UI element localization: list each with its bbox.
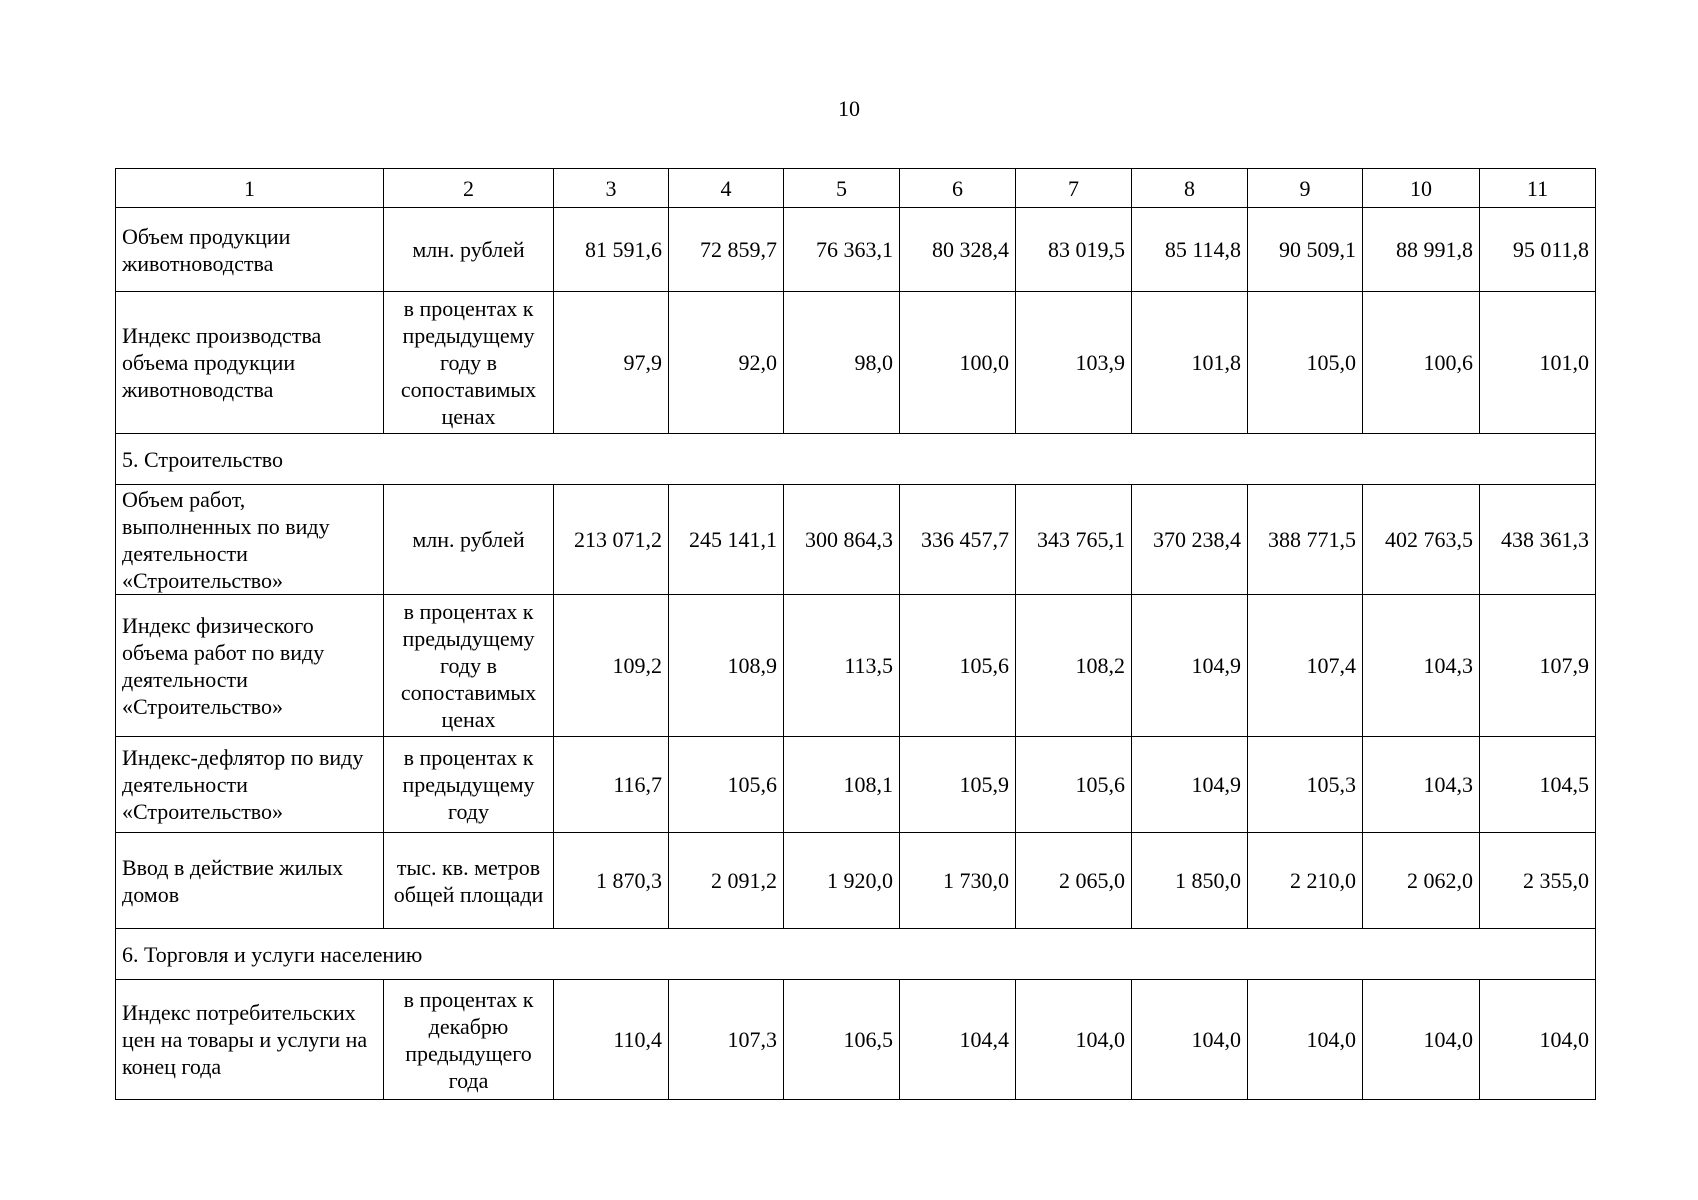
value-cell: 104,0 bbox=[1480, 980, 1596, 1100]
value-cell: 101,0 bbox=[1480, 292, 1596, 434]
value-cell: 245 141,1 bbox=[669, 485, 784, 595]
value-cell: 104,0 bbox=[1363, 980, 1480, 1100]
value-cell: 343 765,1 bbox=[1016, 485, 1132, 595]
value-cell: 103,9 bbox=[1016, 292, 1132, 434]
value-cell: 105,6 bbox=[900, 595, 1016, 737]
value-cell: 85 114,8 bbox=[1132, 208, 1248, 292]
value-cell: 106,5 bbox=[784, 980, 900, 1100]
value-cell: 105,6 bbox=[1016, 737, 1132, 833]
value-cell: 107,9 bbox=[1480, 595, 1596, 737]
value-cell: 101,8 bbox=[1132, 292, 1248, 434]
value-cell: 81 591,6 bbox=[554, 208, 669, 292]
table-row bbox=[116, 833, 1596, 929]
indicator-name: Индекс потребительских цен на товары и услуги на конец года bbox=[116, 980, 384, 1100]
value-cell: 80 328,4 bbox=[900, 208, 1016, 292]
column-number: 11 bbox=[1480, 169, 1596, 208]
column-number: 3 bbox=[554, 169, 669, 208]
value-cell: 108,9 bbox=[669, 595, 784, 737]
value-cell: 76 363,1 bbox=[784, 208, 900, 292]
value-cell: 90 509,1 bbox=[1248, 208, 1363, 292]
unit-of-measure: в процентах к предыдущему году в сопоставимых ценах bbox=[384, 595, 554, 737]
value-cell: 107,3 bbox=[669, 980, 784, 1100]
value-cell: 110,4 bbox=[554, 980, 669, 1100]
value-cell: 1 920,0 bbox=[784, 833, 900, 929]
unit-of-measure: в процентах к предыдущему году bbox=[384, 737, 554, 833]
value-cell: 2 091,2 bbox=[669, 833, 784, 929]
indicator-name: Индекс физического объема работ по виду деятельности «Строительство» bbox=[116, 595, 384, 737]
value-cell: 2 355,0 bbox=[1480, 833, 1596, 929]
value-cell: 104,0 bbox=[1132, 980, 1248, 1100]
unit-of-measure: тыс. кв. метров общей площади bbox=[384, 833, 554, 929]
column-number: 2 bbox=[384, 169, 554, 208]
column-number: 5 bbox=[784, 169, 900, 208]
column-number: 7 bbox=[1016, 169, 1132, 208]
value-cell: 438 361,3 bbox=[1480, 485, 1596, 595]
indicator-name: Ввод в действие жилых домов bbox=[116, 833, 384, 929]
table-row bbox=[116, 737, 1596, 833]
value-cell: 104,5 bbox=[1480, 737, 1596, 833]
value-cell: 104,0 bbox=[1016, 980, 1132, 1100]
unit-of-measure: млн. рублей bbox=[384, 485, 554, 595]
value-cell: 97,9 bbox=[554, 292, 669, 434]
table-row bbox=[116, 485, 1596, 595]
column-number: 9 bbox=[1248, 169, 1363, 208]
value-cell: 104,0 bbox=[1248, 980, 1363, 1100]
value-cell: 104,9 bbox=[1132, 595, 1248, 737]
value-cell: 1 850,0 bbox=[1132, 833, 1248, 929]
value-cell: 300 864,3 bbox=[784, 485, 900, 595]
value-cell: 113,5 bbox=[784, 595, 900, 737]
value-cell: 88 991,8 bbox=[1363, 208, 1480, 292]
value-cell: 2 065,0 bbox=[1016, 833, 1132, 929]
value-cell: 100,6 bbox=[1363, 292, 1480, 434]
section-row bbox=[116, 929, 1596, 980]
column-number-row bbox=[116, 169, 1596, 208]
value-cell: 98,0 bbox=[784, 292, 900, 434]
value-cell: 105,0 bbox=[1248, 292, 1363, 434]
unit-of-measure: в процентах к декабрю предыдущего года bbox=[384, 980, 554, 1100]
section-title: 5. Строительство bbox=[116, 434, 1596, 485]
table-row bbox=[116, 980, 1596, 1100]
column-number: 10 bbox=[1363, 169, 1480, 208]
value-cell: 95 011,8 bbox=[1480, 208, 1596, 292]
value-cell: 2 210,0 bbox=[1248, 833, 1363, 929]
indicator-name: Индекс-дефлятор по виду деятельности «Строительство» bbox=[116, 737, 384, 833]
value-cell: 402 763,5 bbox=[1363, 485, 1480, 595]
value-cell: 104,4 bbox=[900, 980, 1016, 1100]
value-cell: 105,6 bbox=[669, 737, 784, 833]
value-cell: 83 019,5 bbox=[1016, 208, 1132, 292]
value-cell: 336 457,7 bbox=[900, 485, 1016, 595]
column-number: 8 bbox=[1132, 169, 1248, 208]
value-cell: 107,4 bbox=[1248, 595, 1363, 737]
value-cell: 104,9 bbox=[1132, 737, 1248, 833]
indicator-name: Объем работ, выполненных по виду деятельности «Строительство» bbox=[116, 485, 384, 595]
indicators-table bbox=[115, 168, 1596, 1100]
value-cell: 109,2 bbox=[554, 595, 669, 737]
table-row bbox=[116, 595, 1596, 737]
value-cell: 105,3 bbox=[1248, 737, 1363, 833]
value-cell: 1 730,0 bbox=[900, 833, 1016, 929]
value-cell: 108,1 bbox=[784, 737, 900, 833]
value-cell: 105,9 bbox=[900, 737, 1016, 833]
unit-of-measure: млн. рублей bbox=[384, 208, 554, 292]
indicator-name: Индекс производства объема продукции животноводства bbox=[116, 292, 384, 434]
value-cell: 116,7 bbox=[554, 737, 669, 833]
value-cell: 100,0 bbox=[900, 292, 1016, 434]
section-title: 6. Торговля и услуги населению bbox=[116, 929, 1596, 980]
section-row bbox=[116, 434, 1596, 485]
page-number: 10 bbox=[838, 96, 860, 121]
value-cell: 92,0 bbox=[669, 292, 784, 434]
value-cell: 104,3 bbox=[1363, 595, 1480, 737]
table-row bbox=[116, 292, 1596, 434]
value-cell: 213 071,2 bbox=[554, 485, 669, 595]
indicator-name: Объем продукции животноводства bbox=[116, 208, 384, 292]
value-cell: 370 238,4 bbox=[1132, 485, 1248, 595]
value-cell: 108,2 bbox=[1016, 595, 1132, 737]
value-cell: 2 062,0 bbox=[1363, 833, 1480, 929]
column-number: 6 bbox=[900, 169, 1016, 208]
column-number: 4 bbox=[669, 169, 784, 208]
value-cell: 1 870,3 bbox=[554, 833, 669, 929]
value-cell: 72 859,7 bbox=[669, 208, 784, 292]
table-row bbox=[116, 208, 1596, 292]
column-number: 1 bbox=[116, 169, 384, 208]
unit-of-measure: в процентах к предыдущему году в сопоставимых ценах bbox=[384, 292, 554, 434]
value-cell: 104,3 bbox=[1363, 737, 1480, 833]
value-cell: 388 771,5 bbox=[1248, 485, 1363, 595]
